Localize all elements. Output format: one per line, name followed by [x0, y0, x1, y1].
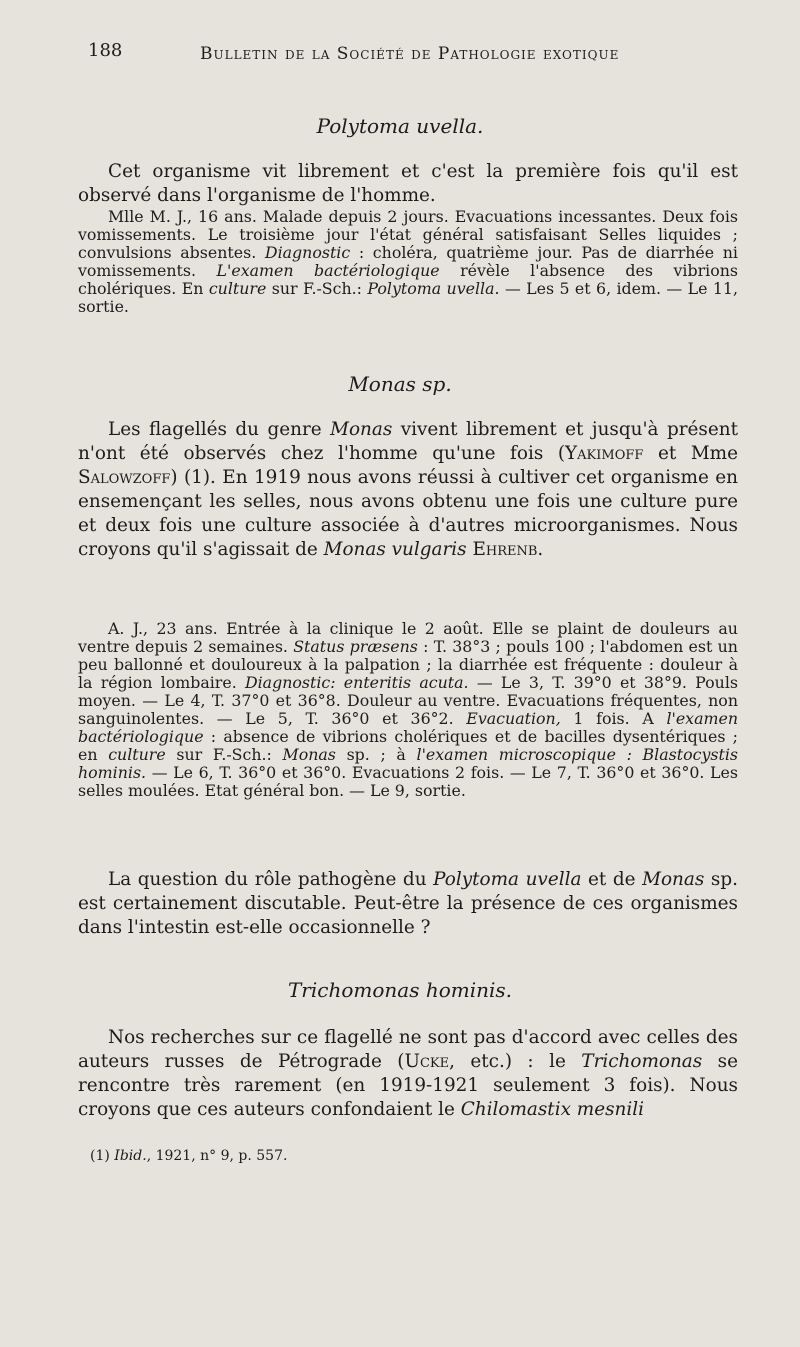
footnote-ref: Ibid. — [114, 1148, 147, 1164]
paragraph-trichomonas: Nos recherches sur ce flagellé ne sont pas d'accord avec celles des auteurs russes de Pétrograde (Ucke, etc.) : le Trichomonas se rencontre très rarement (en 1919-1921 seulement 3 fois). Nous croyons que ces auteurs confondaient le Chilomastix mesnili — [78, 1027, 738, 1120]
section-title-trichomonas: Trichomonas hominis. — [287, 978, 513, 1002]
section-title-monas: Monas sp. — [348, 372, 452, 396]
footnote: (1) Ibid., 1921, n° 9, p. 557. — [90, 1148, 288, 1164]
paragraph-pathogenic-question: La question du rôle pathogène du Polytoma uvella et de Monas sp. est certainement discutable. Peut-être la présence de ces organismes dans l'intestin est-elle occasionnelle ? — [78, 869, 738, 938]
paragraph-polytoma-intro: Cet organisme vit librement et c'est la première fois qu'il est observé dans l'organisme de l'homme. — [78, 161, 738, 206]
case-report-monas: A. J., 23 ans. Entrée à la clinique le 2 août. Elle se plaint de douleurs au ventre depuis 2 semaines. Status præsens : T. 38°3 ; pouls 100 ; l'abdomen est un peu ballonné et douloureux à la palpation ; la diarrhée est fréquente : douleur à la région lombaire. Diagnostic: enteritis acuta. — Le 3, T. 39°0 et 38°9. Pouls moyen. — Le 4, T. 37°0 et 36°8. Douleur au ventre. Evacuations fréquentes, non sanguinolentes. — Le 5, T. 36°0 et 36°2. Evacuation, 1 fois. A l'examen bactériologique : absence de vibrions cholériques et de bacilles dysentériques ; en culture sur F.-Sch.: Monas sp. ; à l'examen microscopique : Blastocystis hominis. — Le 6, T. 36°0 et 36°0. Evacuations 2 fois. — Le 7, T. 36°0 et 36°0. Les selles moulées. Etat général bon. — Le 9, sortie. — [78, 619, 739, 800]
section-title-polytoma: Polytoma uvella. — [316, 114, 484, 138]
running-title: Bulletin de la Société de Pathologie exotique — [200, 44, 620, 64]
case-report-polytoma: Mlle M. J., 16 ans. Malade depuis 2 jours. Evacuations incessantes. Deux fois vomissements. Le troisième jour l'état général satisfaisant Selles liquides ; convulsions absentes. Diagnostic : choléra, quatrième jour. Pas de diarrhée ni vomissements. L'examen bactériologique révèle l'absence des vibrions cholériques. En culture sur F.-Sch.: Polytoma uvella. — Les 5 et 6, idem. — Le 11, sortie. — [78, 207, 738, 316]
page-number: 188 — [88, 40, 123, 61]
footnote-marker: (1) — [90, 1148, 110, 1164]
paragraph-monas: Les flagellés du genre Monas vivent librement et jusqu'à présent n'ont été observés chez l'homme qu'une fois (Yakimoff et Mme Salowzoff) (1). En 1919 nous avons réussi à cultiver cet organisme en ensemençant les selles, nous avons obtenu une fois une culture pure et deux fois une culture associée à d'autres microorganismes. Nous croyons qu'il s'agissait de Monas vulgaris Ehrenb. — [78, 419, 738, 560]
